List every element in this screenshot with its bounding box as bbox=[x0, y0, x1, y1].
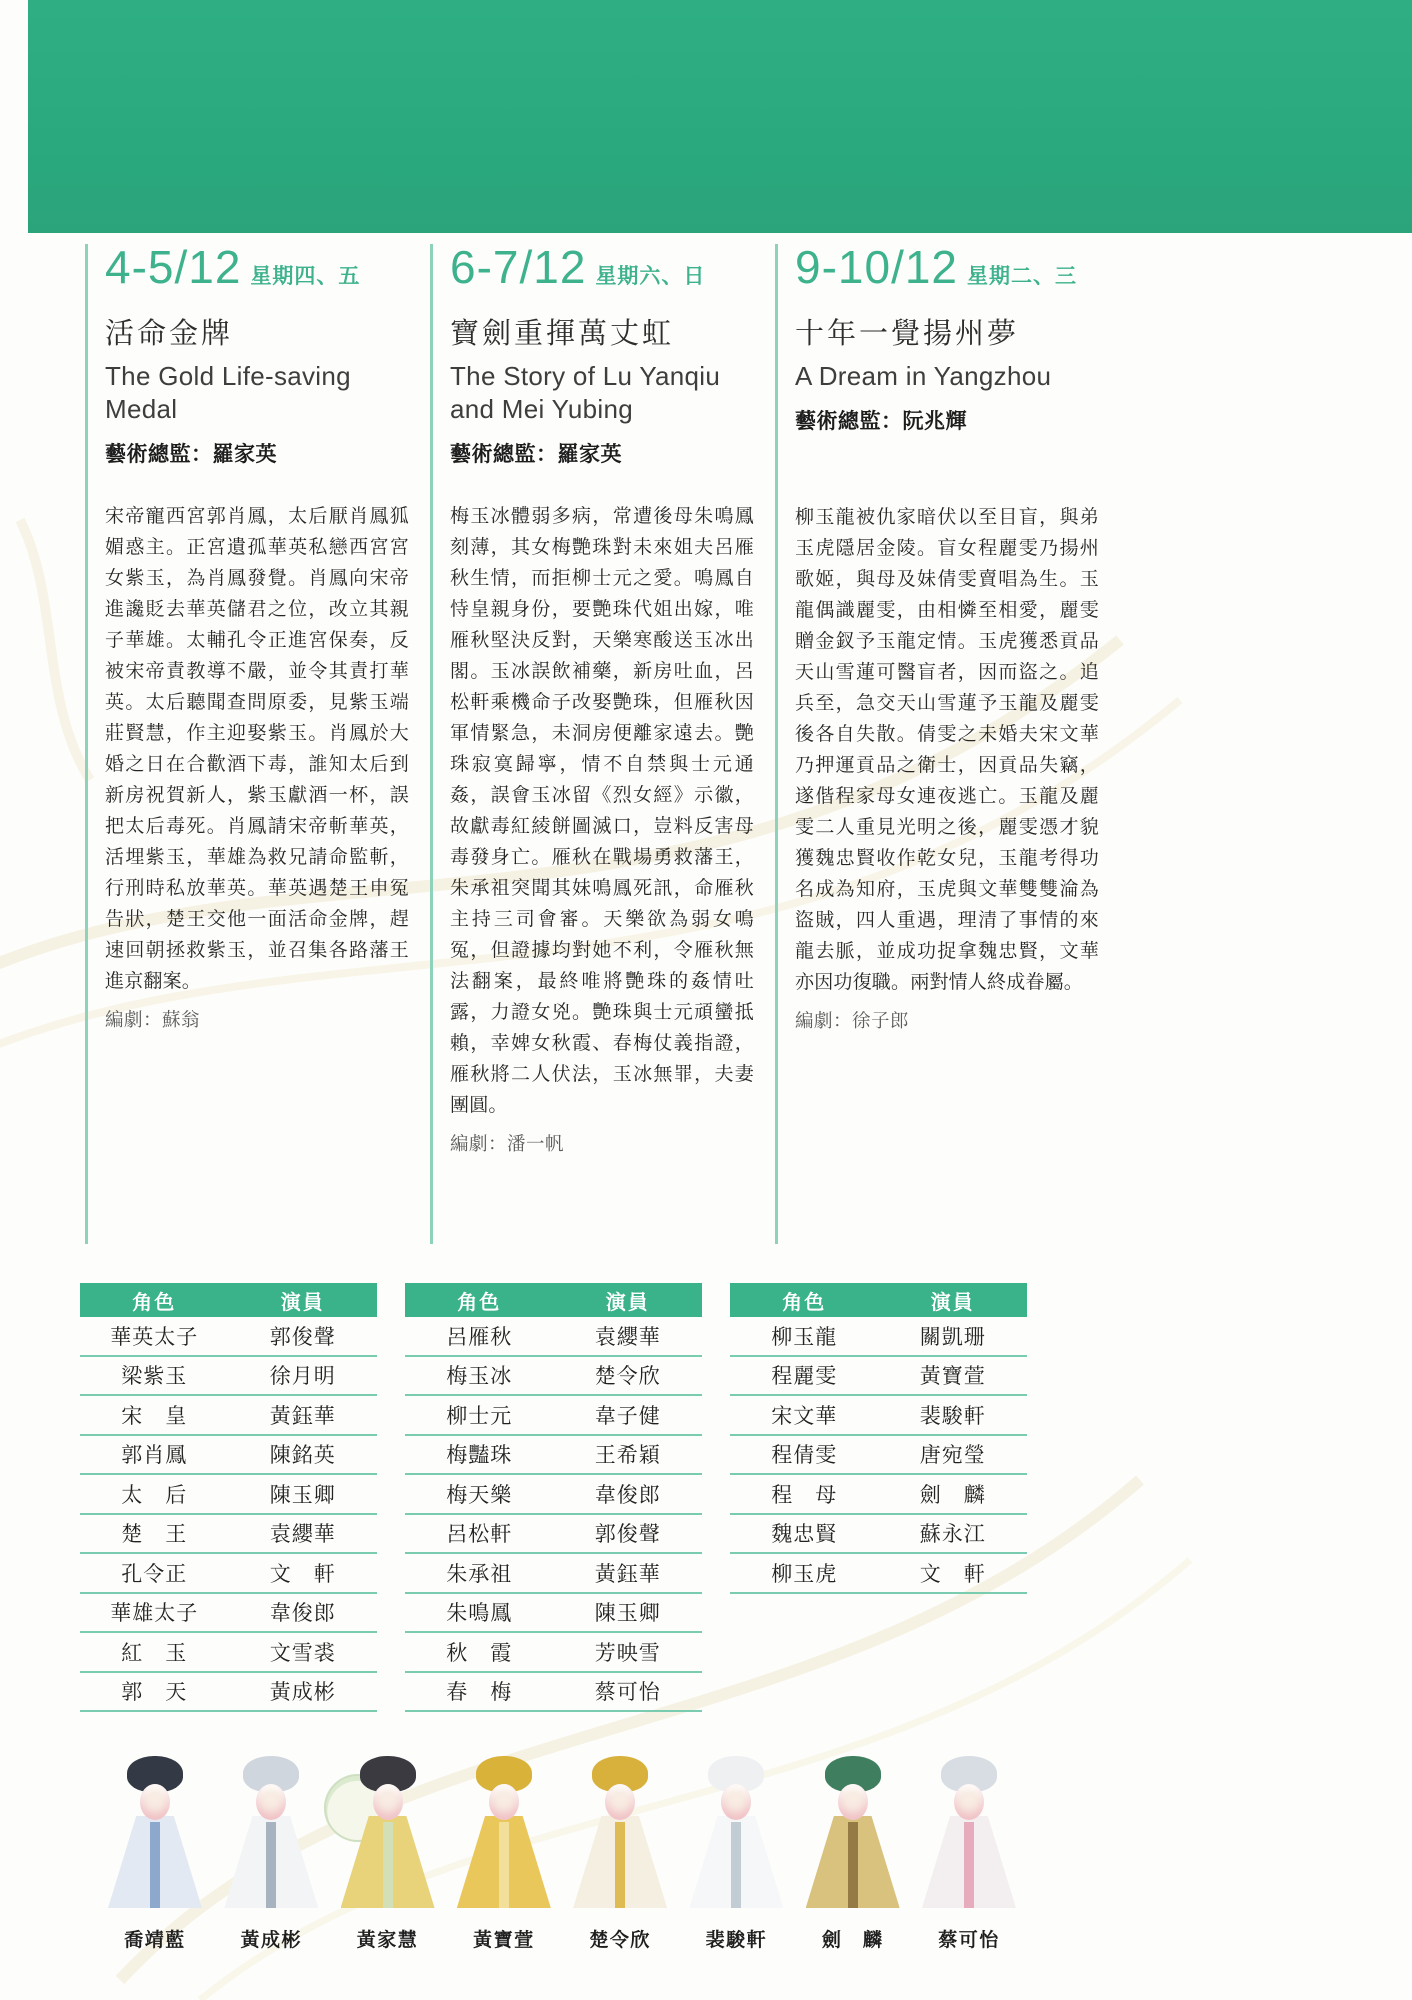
actor-cell: 楚令欣 bbox=[594, 1365, 661, 1389]
cast-row bbox=[80, 1594, 377, 1634]
costume-trim bbox=[383, 1822, 393, 1908]
performer-card bbox=[336, 1752, 440, 1952]
cast-row bbox=[80, 1436, 377, 1476]
role-cell: 梅玉冰 bbox=[446, 1365, 513, 1389]
cast-row bbox=[80, 1515, 377, 1555]
cast-table-3 bbox=[730, 1283, 1027, 1712]
actor-cell: 蘇永江 bbox=[919, 1523, 986, 1547]
performer-photo bbox=[684, 1752, 788, 1908]
actor-cell: 文 軒 bbox=[269, 1562, 336, 1586]
actor-cell: 徐月明 bbox=[269, 1365, 336, 1389]
show-date: 4-5/12 bbox=[105, 241, 242, 293]
performer-name: 裴駿軒 bbox=[705, 1930, 768, 1951]
playwright-label: 編劇： bbox=[105, 1009, 163, 1031]
show-date: 6-7/12 bbox=[450, 241, 587, 293]
painted-face bbox=[373, 1784, 403, 1820]
painted-face bbox=[256, 1784, 286, 1820]
role-cell: 春 梅 bbox=[446, 1681, 513, 1705]
role-cell: 秋 霞 bbox=[446, 1641, 513, 1665]
playwright-line bbox=[105, 1006, 409, 1032]
cast-tables bbox=[80, 1283, 1027, 1712]
role-cell: 楚 王 bbox=[121, 1523, 188, 1547]
actor-column-header: 演員 bbox=[930, 1291, 975, 1314]
cast-row bbox=[80, 1633, 377, 1673]
show-column-2 bbox=[430, 241, 754, 1244]
performer-name: 楚令欣 bbox=[589, 1930, 651, 1951]
actor-cell: 裴駿軒 bbox=[919, 1404, 986, 1428]
actor-cell: 袁纓華 bbox=[594, 1325, 661, 1349]
cast-row bbox=[405, 1357, 702, 1397]
cast-rows bbox=[405, 1317, 702, 1712]
role-column-header: 角色 bbox=[457, 1291, 502, 1314]
role-cell: 呂雁秋 bbox=[446, 1325, 513, 1349]
costume-trim bbox=[848, 1822, 858, 1908]
performer-card bbox=[917, 1752, 1021, 1952]
actor-cell: 黃鈺華 bbox=[269, 1404, 336, 1428]
performer-photo bbox=[103, 1752, 207, 1908]
cast-row bbox=[405, 1594, 702, 1634]
performer-name: 黃成彬 bbox=[240, 1930, 303, 1951]
playwright-label: 編劇： bbox=[450, 1133, 508, 1155]
role-cell: 柳玉虎 bbox=[771, 1562, 838, 1586]
cast-row bbox=[80, 1317, 377, 1357]
cast-row bbox=[405, 1475, 702, 1515]
role-cell: 魏忠賢 bbox=[771, 1523, 838, 1547]
show-synopsis: 柳玉龍被仇家暗伏以至目盲，與弟玉虎隱居金陵。盲女程麗雯乃揚州歌姬，與母及妹倩雯賣唱為生。玉龍偶識麗雯，由相憐至相愛，麗雯贈金釵予玉龍定情。玉虎獲悉貢品天山雪蓮可醫盲者，因而盜之。追兵至，急交天山雪蓮予玉龍及麗雯後各自失散。倩雯之未婚夫宋文華乃押運貢品之衛士，因貢品失竊，遂偕程家母女連夜逃亡。玉龍及麗雯二人重見光明之後，麗雯憑才貌獲魏忠賢收作乾女兒，玉龍考得功名成為知府，玉虎與文華雙雙淪為盜賊，四人重遇，理清了事情的來龍去脈，並成功捉拿魏忠賢，文華亦因功復職。兩對情人終成眷屬。 bbox=[795, 507, 1099, 994]
performer-photo bbox=[336, 1752, 440, 1908]
performer-name: 喬靖藍 bbox=[124, 1930, 186, 1951]
role-cell: 程倩雯 bbox=[771, 1444, 838, 1468]
role-cell: 程 母 bbox=[771, 1483, 838, 1507]
show-synopsis: 梅玉冰體弱多病，常遭後母朱鳴鳳刻薄，其女梅艷珠對未來姐夫呂雁秋生情，而拒柳士元之愛。鳴鳳自恃皇親身份，要艷珠代姐出嫁，唯雁秋堅決反對，天樂寒酸送玉冰出閣。玉冰誤飲補藥，新房吐血，呂松軒乘機命子改娶艷珠，但雁秋因軍情緊急，未洞房便離家遠去。艷珠寂寞歸寧，情不自禁與士元通姦，誤會玉冰留《烈女經》示徽，故獻毒紅綾餅圖滅口，豈料反害母毒發身亡。雁秋在戰場勇救藩王，朱承祖突聞其妹鳴鳳死訊，命雁秋主持三司會審。天樂欲為弱女鳴冤，但證據均對她不利，令雁秋無法翻案，最終唯將艷珠的姦情吐露，力證女兇。艷珠與士元頑蠻抵賴，幸婢女秋霞、春梅仗義指證，雁秋將二人伏法，玉冰無罪，夫妻團圓。 bbox=[450, 506, 754, 1117]
cast-row bbox=[80, 1357, 377, 1397]
show-date: 9-10/12 bbox=[795, 241, 959, 293]
show-date-row bbox=[795, 241, 1099, 293]
cast-row bbox=[730, 1396, 1027, 1436]
actor-cell: 文 軒 bbox=[919, 1562, 986, 1586]
artistic-director-label: 藝術總監： bbox=[105, 443, 213, 467]
cast-row bbox=[730, 1475, 1027, 1515]
painted-face bbox=[721, 1784, 751, 1820]
cast-row bbox=[405, 1554, 702, 1594]
cast-rows bbox=[730, 1317, 1027, 1594]
role-cell: 宋文華 bbox=[771, 1404, 838, 1428]
performer-card bbox=[219, 1752, 323, 1952]
actor-cell: 郭俊聲 bbox=[594, 1523, 661, 1547]
role-column-header: 角色 bbox=[782, 1291, 827, 1314]
actor-cell: 文雪裘 bbox=[269, 1641, 336, 1665]
show-weekday: 星期六、日 bbox=[595, 265, 706, 288]
show-date-row bbox=[105, 241, 409, 293]
performer-name: 劍 麟 bbox=[821, 1930, 884, 1951]
role-column-header: 角色 bbox=[132, 1291, 177, 1314]
show-title-en: A Dream in Yangzhou bbox=[795, 360, 1052, 391]
actor-cell: 黃鈺華 bbox=[594, 1562, 661, 1586]
performer-photo bbox=[917, 1752, 1021, 1908]
artistic-director-name: 羅家英 bbox=[557, 443, 622, 467]
costume-trim bbox=[499, 1822, 509, 1908]
costume-trim bbox=[964, 1822, 974, 1908]
painted-face bbox=[489, 1784, 519, 1820]
cast-table-header bbox=[80, 1283, 377, 1317]
cast-row bbox=[405, 1317, 702, 1357]
actor-column-header: 演員 bbox=[605, 1291, 650, 1314]
role-cell: 程麗雯 bbox=[771, 1365, 838, 1389]
cast-row bbox=[80, 1554, 377, 1594]
role-cell: 梁紫玉 bbox=[121, 1365, 188, 1389]
role-cell: 宋 皇 bbox=[121, 1404, 188, 1428]
actor-cell: 王希穎 bbox=[594, 1444, 661, 1468]
role-cell: 朱承祖 bbox=[446, 1562, 513, 1586]
playwright-name: 蘇翁 bbox=[162, 1009, 201, 1031]
actor-cell: 陳玉卿 bbox=[269, 1483, 336, 1507]
cast-row bbox=[405, 1396, 702, 1436]
actor-cell: 韋子健 bbox=[594, 1404, 661, 1428]
artistic-director-line bbox=[795, 405, 1099, 435]
cast-row bbox=[730, 1515, 1027, 1555]
costume-trim bbox=[731, 1822, 741, 1908]
actor-cell: 劍 麟 bbox=[919, 1483, 986, 1507]
actor-cell: 唐宛瑩 bbox=[919, 1444, 986, 1468]
playwright-label: 編劇： bbox=[795, 1010, 853, 1032]
role-cell: 郭肖鳳 bbox=[121, 1444, 188, 1468]
playwright-name: 徐子郎 bbox=[852, 1010, 910, 1032]
artistic-director-label: 藝術總監： bbox=[450, 443, 558, 467]
actor-cell: 關凱珊 bbox=[919, 1325, 986, 1349]
role-cell: 柳玉龍 bbox=[771, 1325, 838, 1349]
actor-cell: 袁纓華 bbox=[269, 1523, 336, 1547]
show-column-1 bbox=[85, 241, 409, 1244]
performer-name: 黃家慧 bbox=[356, 1930, 419, 1951]
costume-trim bbox=[150, 1822, 160, 1908]
cast-table-1 bbox=[80, 1283, 377, 1712]
artistic-director-line bbox=[450, 438, 754, 468]
painted-face bbox=[140, 1784, 170, 1820]
painted-face bbox=[838, 1784, 868, 1820]
artistic-director-name: 阮兆輝 bbox=[902, 410, 967, 434]
actor-cell: 郭俊聲 bbox=[269, 1325, 336, 1349]
show-title-zh: 十年一覺揚州夢 bbox=[795, 318, 1020, 350]
actor-cell: 黃成彬 bbox=[269, 1681, 336, 1705]
performer-photo bbox=[568, 1752, 672, 1908]
cast-table-header bbox=[730, 1283, 1027, 1317]
artistic-director-label: 藝術總監： bbox=[795, 410, 903, 434]
painted-face bbox=[954, 1784, 984, 1820]
cast-row bbox=[80, 1673, 377, 1713]
header-band bbox=[28, 0, 1412, 233]
role-cell: 華雄太子 bbox=[110, 1602, 199, 1626]
show-weekday: 星期四、五 bbox=[250, 265, 361, 288]
actor-cell: 芳映雪 bbox=[594, 1641, 661, 1665]
cast-row bbox=[405, 1633, 702, 1673]
cast-row bbox=[405, 1515, 702, 1555]
show-date-row bbox=[450, 241, 754, 293]
performer-photo bbox=[801, 1752, 905, 1908]
role-cell: 朱鳴鳳 bbox=[446, 1602, 513, 1626]
actor-cell: 陳玉卿 bbox=[594, 1602, 661, 1626]
artistic-director-name: 羅家英 bbox=[212, 443, 277, 467]
role-cell: 華英太子 bbox=[110, 1325, 199, 1349]
cast-row bbox=[730, 1554, 1027, 1594]
show-title-zh: 活命金牌 bbox=[105, 318, 234, 350]
actor-cell: 蔡可怡 bbox=[594, 1681, 661, 1705]
performer-card bbox=[684, 1752, 788, 1952]
show-column-3 bbox=[775, 241, 1099, 1244]
show-title-en: The Gold Life-saving Medal bbox=[105, 360, 351, 425]
painted-face bbox=[605, 1784, 635, 1820]
cast-row bbox=[730, 1317, 1027, 1357]
role-cell: 柳士元 bbox=[446, 1404, 513, 1428]
artistic-director-line bbox=[105, 438, 409, 468]
performer-photo bbox=[452, 1752, 556, 1908]
cast-row bbox=[405, 1673, 702, 1713]
cast-row bbox=[730, 1436, 1027, 1476]
actor-column-header: 演員 bbox=[280, 1291, 325, 1314]
role-cell: 梅豔珠 bbox=[446, 1444, 513, 1468]
costume-trim bbox=[615, 1822, 625, 1908]
role-cell: 紅 玉 bbox=[121, 1641, 188, 1665]
performer-name: 黃寶萱 bbox=[473, 1930, 535, 1951]
cast-row bbox=[80, 1396, 377, 1436]
cast-table-2 bbox=[405, 1283, 702, 1712]
playwright-line bbox=[450, 1130, 754, 1156]
role-cell: 梅天樂 bbox=[446, 1483, 513, 1507]
performer-photo bbox=[219, 1752, 323, 1908]
actor-cell: 韋俊郎 bbox=[594, 1483, 661, 1507]
role-cell: 郭 天 bbox=[121, 1681, 188, 1705]
show-title-en: The Story of Lu Yanqiu and Mei Yubing bbox=[450, 360, 721, 425]
role-cell: 太 后 bbox=[121, 1483, 188, 1507]
show-columns bbox=[85, 241, 1099, 1244]
role-cell: 呂松軒 bbox=[446, 1523, 513, 1547]
performer-name: 蔡可怡 bbox=[938, 1930, 1000, 1951]
playwright-name: 潘一帆 bbox=[507, 1133, 565, 1155]
costume-trim bbox=[266, 1822, 276, 1908]
playwright-line bbox=[795, 1007, 1099, 1033]
performer-card bbox=[452, 1752, 556, 1952]
cast-row bbox=[80, 1475, 377, 1515]
show-title-zh: 寶劍重揮萬丈虹 bbox=[450, 318, 675, 350]
show-synopsis: 宋帝寵西宮郭肖鳳，太后厭肖鳳狐媚惑主。正宮遺孤華英私戀西宮宮女紫玉，為肖鳳發覺。肖鳳向宋帝進讒貶去華英儲君之位，改立其親子華雄。太輔孔令正進宮保奏，反被宋帝責教導不嚴，並令其責打華英。太后聽聞查問原委，見紫玉端莊賢慧，作主迎娶紫玉。肖鳳於大婚之日在合歡酒下毒，誰知太后到新房祝賀新人，紫玉獻酒一杯，誤把太后毒死。肖鳳請宋帝斬華英，活埋紫玉，華雄為救兄請命監斬，行刑時私放華英。華英遇楚王申冤告狀，楚王交他一面活命金牌，趕速回朝拯救紫玉，並召集各路藩王進京翻案。 bbox=[105, 506, 409, 993]
actor-cell: 陳銘英 bbox=[269, 1444, 336, 1468]
cast-row bbox=[405, 1436, 702, 1476]
performer-card bbox=[568, 1752, 672, 1952]
cast-rows bbox=[80, 1317, 377, 1712]
actor-cell: 黃寶萱 bbox=[919, 1365, 986, 1389]
cast-row bbox=[730, 1357, 1027, 1397]
performer-strip bbox=[103, 1752, 1021, 1952]
cast-table-header bbox=[405, 1283, 702, 1317]
performer-card bbox=[103, 1752, 207, 1952]
performer-card bbox=[801, 1752, 905, 1952]
show-weekday: 星期二、三 bbox=[967, 265, 1078, 288]
role-cell: 孔令正 bbox=[121, 1562, 188, 1586]
actor-cell: 韋俊郎 bbox=[269, 1602, 336, 1626]
